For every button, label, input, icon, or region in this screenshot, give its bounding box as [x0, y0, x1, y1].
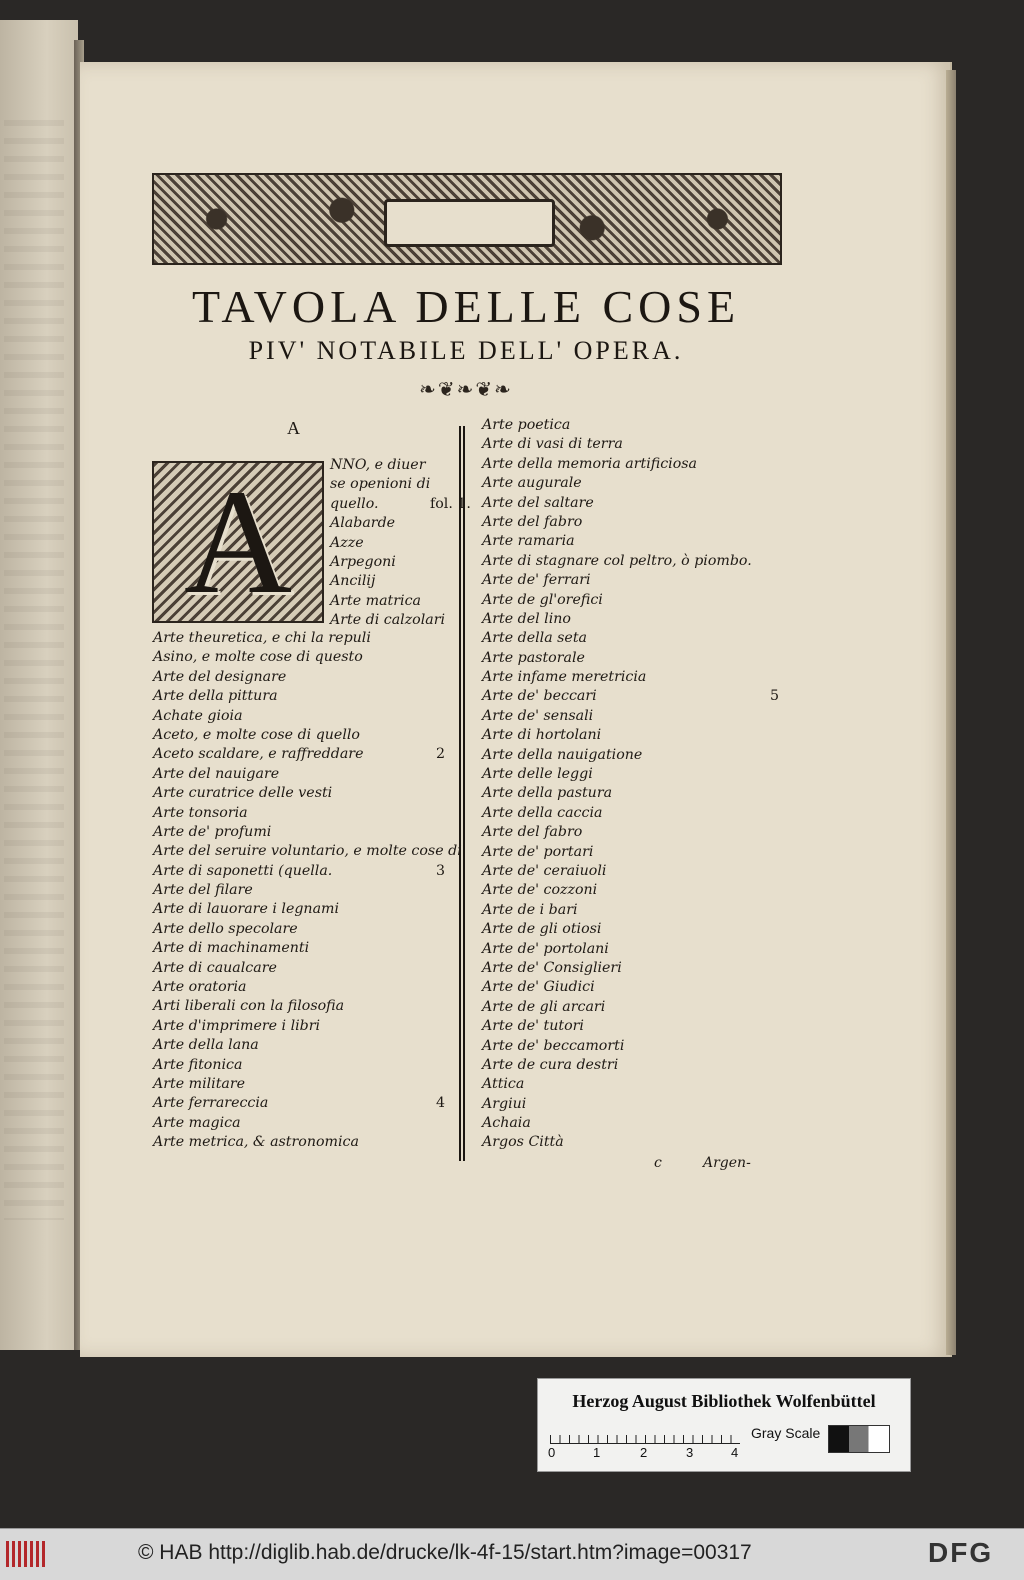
facing-page-text	[4, 120, 64, 1220]
index-entry	[153, 784, 453, 803]
catchword: Argen-	[703, 1155, 751, 1171]
entry-text: Arte de cura destri	[482, 1056, 619, 1073]
index-entry	[482, 532, 782, 551]
entry-text: Achate gioia	[153, 707, 243, 724]
index-entry	[482, 1095, 782, 1114]
scale-ruler	[550, 1423, 740, 1444]
entry-text: Arte di hortolani	[482, 727, 602, 744]
index-entry	[153, 1133, 453, 1152]
index-entry	[482, 552, 782, 571]
folio-number: fol. 1.	[430, 495, 471, 512]
entry-text: Arte de' beccari	[482, 688, 597, 705]
dfg-logo: DFG	[928, 1537, 994, 1568]
index-entry	[482, 1037, 782, 1056]
index-entry	[153, 668, 453, 687]
index-entry	[482, 435, 782, 454]
entry-text: Arte fitonica	[153, 1056, 243, 1073]
index-entry	[482, 746, 782, 765]
signature-mark: c	[654, 1155, 662, 1171]
entry-text: Arte di machinamenti	[153, 940, 310, 957]
entry-text: Arte di stagnare col peltro, ò piombo.	[482, 552, 752, 569]
index-entry	[330, 514, 460, 533]
entry-text: Arte de' cozzoni	[482, 882, 598, 899]
entry-text: Arte della caccia	[482, 804, 603, 821]
entry-text: Arte de gli otiosi	[482, 921, 602, 938]
folio-number: 5	[770, 688, 780, 705]
index-entry	[153, 745, 453, 764]
entry-text: Arte del filare	[153, 882, 253, 899]
entry-text: Arte poetica	[482, 417, 571, 433]
entry-text: Arte di saponetti (quella.	[153, 862, 333, 879]
entry-text: Arte de' portolani	[482, 940, 609, 957]
entry-text: Azze	[330, 534, 364, 551]
index-entry	[482, 726, 782, 745]
index-column-left-top	[330, 456, 471, 631]
entry-text: Arti liberali con la filosofia	[153, 998, 345, 1015]
woodcut-header-band	[152, 173, 782, 265]
entry-text: Arte dello specolare	[153, 920, 298, 937]
entry-text: quello.	[330, 495, 379, 512]
index-entry	[482, 1075, 782, 1094]
entry-text: Aceto scaldare, e raffreddare	[153, 746, 364, 763]
entry-text: Arte de gl'orefici	[482, 591, 603, 608]
index-entry	[482, 920, 782, 939]
index-entry	[330, 534, 460, 553]
index-entry	[482, 513, 782, 532]
index-entry	[482, 843, 782, 862]
index-entry	[153, 959, 453, 978]
entry-text: Arte del fabro	[482, 513, 583, 530]
footer-credit-link[interactable]: © HAB http://diglib.hab.de/drucke/lk-4f-15/start.htm?image=00317	[138, 1541, 752, 1564]
gray-scale-label: Gray Scale	[751, 1425, 821, 1441]
library-name: Herzog August Bibliothek Wolfenbüttel	[572, 1391, 876, 1411]
entry-text: Arte di vasi di terra	[482, 436, 623, 453]
entry-text: Arte theuretica, e chi la repuli	[153, 630, 371, 646]
index-entry	[482, 804, 782, 823]
index-entry	[153, 687, 453, 706]
entry-text: Asino, e molte cose di questo	[153, 649, 363, 666]
column-rule	[459, 426, 465, 1161]
index-entry	[482, 591, 782, 610]
index-entry	[482, 707, 782, 726]
entry-text: Ancilij	[330, 573, 376, 590]
index-entry	[482, 629, 782, 648]
hab-logo-icon	[6, 1541, 46, 1567]
entry-text: Arte di lauorare i legnami	[153, 901, 340, 918]
entry-text: Arte della seta	[482, 630, 587, 647]
page-subtitle: PIV' NOTABILE DELL' OPERA.	[248, 336, 684, 365]
decorated-initial	[152, 461, 324, 623]
entry-text: Arte de' ferrari	[482, 572, 591, 589]
index-entry	[153, 765, 453, 784]
entry-text: Arte della nauigatione	[482, 746, 643, 763]
index-entry	[482, 416, 782, 435]
index-entry	[330, 572, 460, 591]
entry-text: Arte del nauigare	[153, 765, 280, 782]
index-entry	[153, 1036, 453, 1055]
index-entry	[153, 648, 453, 667]
entry-text: Arte de i bari	[482, 901, 578, 918]
entry-text: Attica	[482, 1076, 525, 1093]
index-entry	[482, 1017, 782, 1036]
index-entry	[153, 629, 453, 648]
entry-text: Arte de' tutori	[482, 1018, 584, 1035]
index-entry	[153, 978, 453, 997]
index-entry	[153, 1075, 453, 1094]
index-entry	[153, 1017, 453, 1036]
footer-bar	[0, 1528, 1024, 1580]
page-edge	[946, 70, 956, 1355]
entry-text: Achaia	[482, 1115, 531, 1132]
entry-text: Arte de' Consiglieri	[482, 959, 622, 976]
index-entry	[482, 901, 782, 920]
page-title: TAVOLA DELLE COSE	[191, 281, 741, 332]
index-entry	[482, 1114, 782, 1133]
index-entry	[482, 862, 782, 881]
ruler-number: 3	[686, 1445, 694, 1460]
entry-text: Arte del fabro	[482, 824, 583, 841]
entry-text: Arte d'imprimere i libri	[153, 1017, 321, 1034]
entry-text: Arte militare	[153, 1075, 246, 1092]
entry-text: Arte de' Giudici	[482, 979, 595, 996]
index-entry	[482, 649, 782, 668]
index-entry	[153, 1114, 453, 1133]
entry-text: Arte tonsoria	[153, 804, 248, 821]
index-entry	[330, 611, 460, 630]
index-entry	[153, 881, 453, 900]
index-entry	[482, 765, 782, 784]
entry-text: Arte del saltare	[482, 494, 594, 511]
index-entry	[482, 1133, 782, 1152]
folio-number: 2	[436, 746, 446, 763]
entry-text: Arte augurale	[482, 475, 582, 492]
entry-text: Argos Città	[482, 1134, 564, 1151]
entry-text: Arte di caualcare	[153, 959, 277, 976]
index-entry	[153, 1094, 453, 1113]
index-entry	[153, 1056, 453, 1075]
library-color-card	[537, 1378, 911, 1472]
entry-text: Arte di calzolari	[330, 612, 446, 629]
entry-text: Arte del lino	[482, 610, 571, 627]
index-entry	[153, 997, 453, 1016]
index-entry	[153, 900, 453, 919]
entry-text: Arte de' beccamorti	[482, 1037, 625, 1054]
entry-text: Arte de' ceraiuoli	[482, 862, 607, 879]
index-entry	[330, 592, 460, 611]
entry-text: Arte delle leggi	[482, 766, 593, 783]
index-entry	[482, 494, 782, 513]
index-entry	[330, 475, 460, 494]
entry-text: Arte metrica, & astronomica	[153, 1134, 359, 1151]
index-entry	[153, 823, 453, 842]
index-entry	[153, 726, 453, 745]
index-entry	[482, 881, 782, 900]
folio-number: 3	[436, 862, 446, 879]
gray-scale-swatches	[828, 1425, 890, 1453]
entry-text: Arte della memoria artificiosa	[482, 455, 697, 472]
entry-text: Aceto, e molte cose di quello	[153, 726, 360, 743]
entry-text: Arte curatrice delle vesti	[153, 785, 333, 802]
index-entry	[482, 978, 782, 997]
ruler-number: 4	[731, 1445, 739, 1460]
index-entry	[330, 456, 460, 475]
index-entry	[482, 823, 782, 842]
index-entry	[482, 998, 782, 1017]
index-entry	[482, 474, 782, 493]
index-entry	[153, 804, 453, 823]
index-entry	[482, 1056, 782, 1075]
entry-text: Arte magica	[153, 1114, 241, 1131]
entry-text: Arte della pittura	[153, 688, 278, 705]
entry-text: NNO, e diuer	[330, 457, 426, 473]
index-entry	[153, 939, 453, 958]
index-entry	[153, 920, 453, 939]
entry-text: Arte infame meretricia	[482, 669, 647, 686]
entry-text: se openioni di	[330, 476, 431, 493]
dropcap-letter: A	[183, 459, 293, 625]
entry-text: Arte pastorale	[482, 649, 585, 666]
entry-text: Arte de gli arcari	[482, 998, 606, 1015]
index-column-right	[482, 416, 782, 1153]
index-entry	[482, 455, 782, 474]
index-entry	[482, 687, 782, 706]
ruler-number: 0	[548, 1445, 556, 1460]
index-entry	[482, 610, 782, 629]
index-entry	[153, 842, 462, 861]
entry-text: Alabarde	[330, 515, 396, 532]
entry-text: Arte della lana	[153, 1037, 259, 1054]
ruler-number: 2	[640, 1445, 648, 1460]
entry-text: Arte de' sensali	[482, 707, 594, 724]
header-cartouche	[384, 199, 555, 247]
facing-page	[0, 20, 78, 1350]
index-entry	[330, 553, 460, 572]
folio-number: 4	[436, 1095, 446, 1112]
entry-text: Arte de' profumi	[153, 823, 272, 840]
index-entry	[482, 784, 782, 803]
entry-text: Arte ramaria	[482, 533, 575, 550]
entry-text: Arte de' portari	[482, 843, 594, 860]
entry-text: Arte oratoria	[153, 979, 247, 996]
entry-text: Arte ferrareccia	[153, 1095, 269, 1112]
entry-text: Arpegoni	[330, 553, 396, 570]
fleuron-ornament-icon: ❧❦❧❦❧	[419, 377, 513, 401]
index-entry	[330, 495, 471, 514]
index-entry	[482, 959, 782, 978]
entry-text: Arte del seruire voluntario, e molte cose di	[153, 843, 462, 860]
index-entry	[482, 940, 782, 959]
section-letter: A	[287, 418, 300, 438]
entry-text: Arte della pastura	[482, 785, 613, 802]
index-column-left	[153, 629, 462, 1153]
entry-text: Arte matrica	[330, 592, 421, 609]
index-entry	[482, 668, 782, 687]
index-entry	[153, 707, 453, 726]
entry-text: Argiui	[482, 1095, 527, 1112]
entry-text: Arte del designare	[153, 668, 287, 685]
index-entry	[482, 571, 782, 590]
index-entry	[153, 862, 453, 881]
ruler-number: 1	[593, 1445, 601, 1460]
